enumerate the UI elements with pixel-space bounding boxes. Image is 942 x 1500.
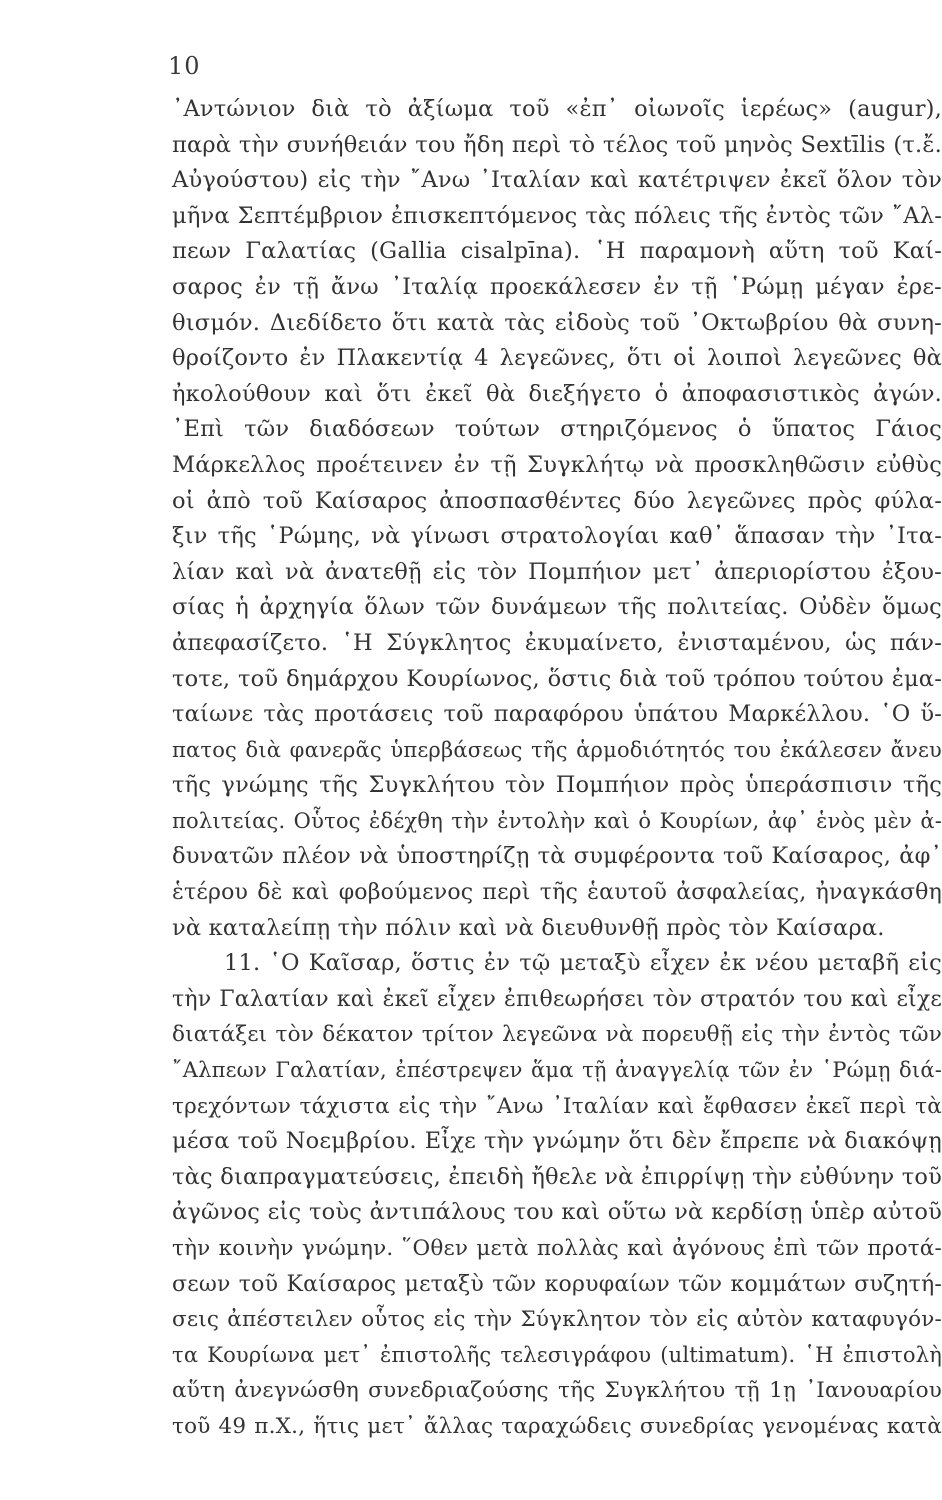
text-line: σεων τοῦ Καίσαρος μεταξὺ τῶν κορυφαίων τῶν κομμάτων συζητή- [172, 1271, 942, 1297]
text-line: δυνατῶν πλέον νὰ ὑποστηρίζῃ τὰ συμφέροντα τοῦ Καίσαρος, ἀφ᾽ [172, 843, 942, 870]
text-line: τοῦ 49 π.Χ., ἥτις μετ᾽ ἄλλας ταραχώδεις συνεδρίας γενομένας κατὰ [172, 1413, 942, 1439]
text-line: τοτε, τοῦ δημάρχου Κουρίωνος, ὅστις διὰ τοῦ τρόπου τούτου ἐμα- [172, 665, 942, 692]
text-line: θροίζοντο ἐν Πλακεντίᾳ 4 λεγεῶνες, ὅτι οἱ λοιποὶ λεγεῶνες θὰ [172, 345, 942, 372]
paragraph-start-line: 11. ῾Ο Καῖσαρ, ὅστις ἐν τῷ μεταξὺ εἶχεν ἐκ νέου μεταβῆ εἰς [224, 950, 942, 977]
text-line: ἑτέρου δὲ καὶ φοβούμενος περὶ τῆς ἑαυτοῦ ἀσφαλείας, ἠναγκάσθη [172, 880, 942, 906]
text-line: οἱ ἀπὸ τοῦ Καίσαρος ἀποσπασθέντες δύο λεγεῶνες πρὸς φύλα- [172, 487, 942, 514]
text-line: Μάρκελλος προέτεινεν ἐν τῇ Συγκλήτῳ νὰ προσκληθῶσιν εὐθὺς [172, 451, 942, 478]
text-line: αὕτη ἀνεγνώσθη συνεδριαζούσης τῆς Συγκλήτου τῇ 1ῃ ᾽Ιανουαρίου [172, 1378, 942, 1404]
text-line: τῆς γνώμης τῆς Συγκλήτου τὸν Πομπήιον πρὸς ὑπεράσπισιν τῆς [172, 772, 942, 799]
text-line: τα Κουρίωνα μετ᾽ ἐπιστολῆς τελεσιγράφου (ultimatum). ῾Η ἐπιστολὴ [172, 1342, 942, 1367]
text-line: ἀπεφασίζετο. ῾Η Σύγκλητος ἐκυμαίνετο, ἐνισταμένου, ὡς πάν- [172, 629, 942, 656]
text-line: ταίωνε τὰς προτάσεις τοῦ παραφόρου ὑπάτου Μαρκέλλου. ῾Ο ὕ- [172, 701, 942, 728]
body-text [172, 92, 942, 1445]
text-line: ξιν τῆς ῾Ρώμης, νὰ γίνωσι στρατολογίαι καθ᾽ ἅπασαν τὴν ᾽Ιτα- [172, 523, 942, 550]
text-line: πεων Γαλατίας (Gallia cisalpīna). ῾Η παραμονὴ αὕτη τοῦ Καί- [172, 238, 942, 265]
text-line: ᾽Αντώνιον διὰ τὸ ἀξίωμα τοῦ «ἐπ᾽ οἰωνοῖς ἱερέως» (augur), [172, 96, 942, 122]
text-line: ῎Αλπεων Γαλατίαν, ἐπέστρεψεν ἅμα τῇ ἀναγγελίᾳ τῶν ἐν ῾Ρώμῃ διά- [172, 1058, 942, 1083]
text-line: σαρος ἐν τῇ ἄνω ᾽Ιταλίᾳ προεκάλεσεν ἐν τῇ ῾Ρώμῃ μέγαν ἐρε- [172, 273, 942, 300]
text-line: Αὐγούστου) εἰς τὴν ῎Ανω ᾽Ιταλίαν καὶ κατέτριψεν ἐκεῖ ὅλον τὸν [172, 167, 942, 194]
text-line: ἠκολούθουν καὶ ὅτι ἐκεῖ θὰ διεξήγετο ὁ ἀποφασιστικὸς ἀγών. [172, 380, 942, 407]
text-line: θισμόν. Διεδίδετο ὅτι κατὰ τὰς εἰδοὺς τοῦ ᾽Οκτωβρίου θὰ συνη- [172, 309, 942, 336]
text-line: τρεχόντων τάχιστα εἰς τὴν ῎Ανω ᾽Ιταλίαν καὶ ἔφθασεν ἐκεῖ περὶ τὰ [172, 1093, 942, 1119]
text-line: διατάξει τὸν δέκατον τρίτον λεγεῶνα νὰ πορευθῇ εἰς τὴν ἐντὸς τῶν [172, 1022, 942, 1048]
page-number: 10 [168, 52, 201, 80]
text-line: λίαν καὶ νὰ ἀνατεθῇ εἰς τὸν Πομπήιον μετ᾽ ἀπεριορίστου ἐξου- [172, 558, 942, 585]
text-line: νὰ καταλείπῃ τὴν πόλιν καὶ νὰ διευθυνθῇ πρὸς τὸν Καίσαρα. [172, 914, 885, 941]
text-line: μῆνα Σεπτέμβριον ἐπισκεπτόμενος τὰς πόλεις τῆς ἐντὸς τῶν ῎Αλ- [172, 202, 942, 229]
text-line: πολιτείας. Οὗτος ἐδέχθη τὴν ἐντολὴν καὶ ὁ Κουρίων, ἀφ᾽ ἑνὸς μὲν ἀ- [172, 808, 942, 833]
text-line: σίας ἡ ἀρχηγία ὅλων τῶν δυνάμεων τῆς πολιτείας. Οὐδὲν ὅμως [172, 594, 942, 621]
text-line: παρὰ τὴν συνήθειάν του ἤδη περὶ τὸ τέλος τοῦ μηνὸς Sextīlis (τ.ἔ. [172, 131, 942, 158]
text-line: ᾽Επὶ τῶν διαδόσεων τούτων στηριζόμενος ὁ ὕπατος Γάιος [172, 416, 942, 443]
text-line: τὴν κοινὴν γνώμην. ῞Οθεν μετὰ πολλὰς καὶ ἀγόνους ἐπὶ τῶν προτά- [172, 1236, 942, 1261]
text-line: τὴν Γαλατίαν καὶ ἐκεῖ εἶχεν ἐπιθεωρήσει τὸν στρατόν του καὶ εἶχε [172, 986, 942, 1012]
text-line: σεις ἀπέστειλεν οὗτος εἰς τὴν Σύγκλητον τὸν εἰς αὐτὸν καταφυγόν- [172, 1307, 942, 1333]
text-line: μέσα τοῦ Νοεμβρίου. Εἶχε τὴν γνώμην ὅτι δὲν ἔπρεπε νὰ διακόψῃ [172, 1128, 942, 1155]
text-line: ἀγῶνος εἰς τοὺς ἀντιπάλους του καὶ οὕτω νὰ κερδίσῃ ὑπὲρ αὐτοῦ [172, 1199, 942, 1226]
text-line: τὰς διαπραγματεύσεις, ἐπειδὴ ἤθελε νὰ ἐπιρρίψῃ τὴν εὐθύνην τοῦ [172, 1163, 942, 1190]
text-line: πατος διὰ φανερᾶς ὑπερβάσεως τῆς ἁρμοδιότητός του ἐκάλεσεν ἄνευ [172, 737, 942, 762]
